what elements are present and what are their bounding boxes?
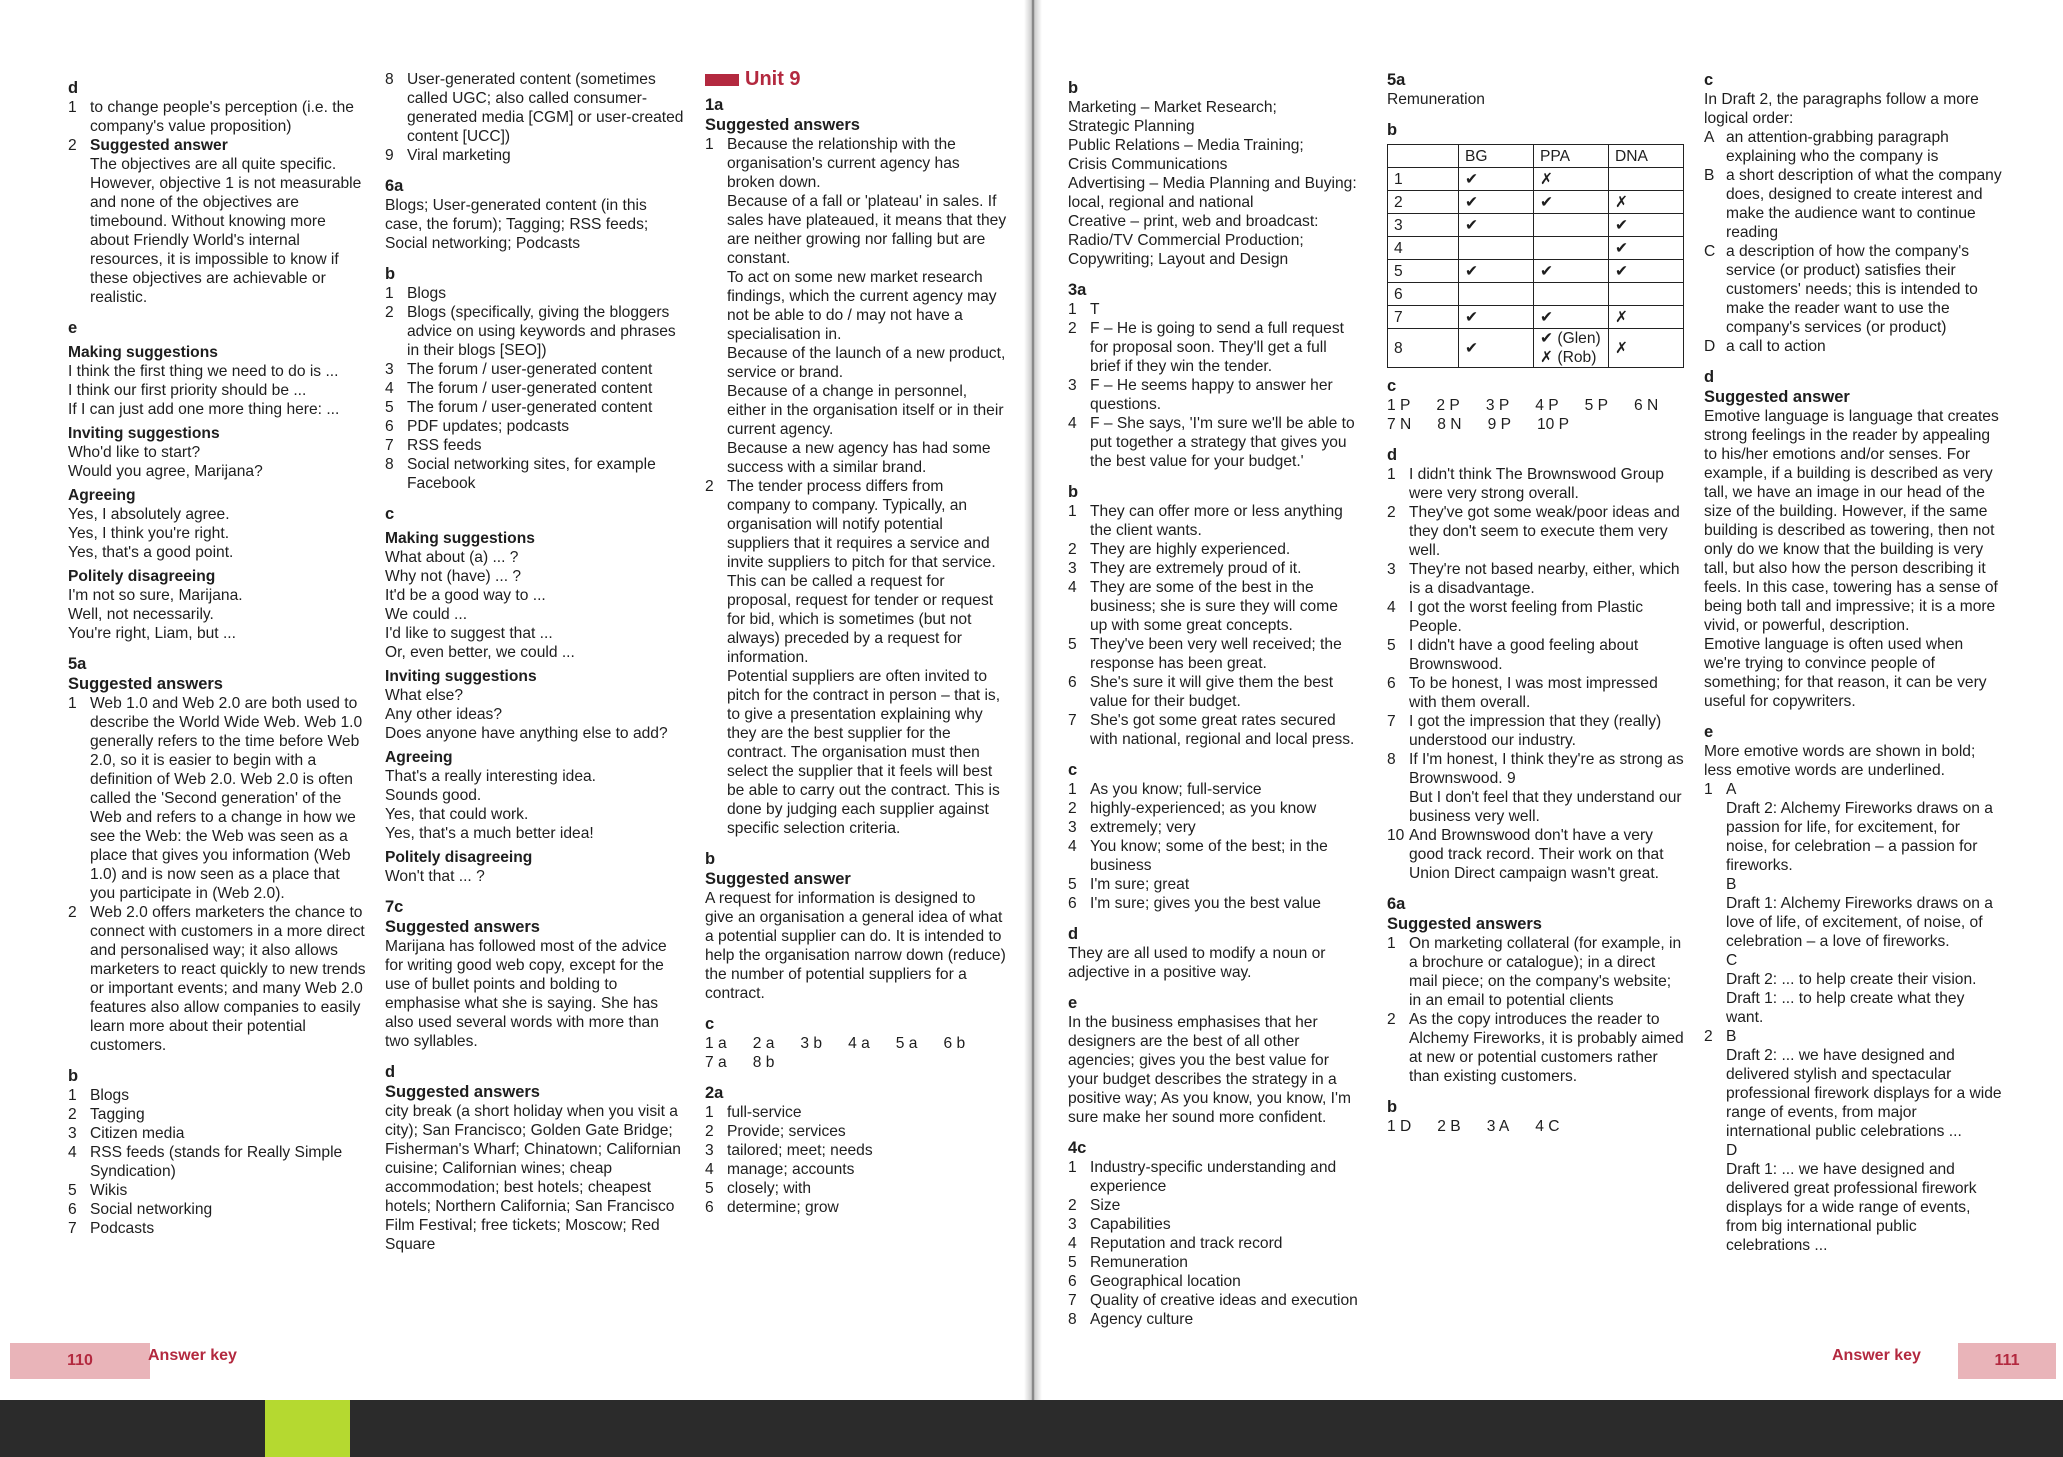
list-item: 2 They are highly experienced. — [1068, 541, 1291, 558]
page-number-left: 110 — [10, 1343, 150, 1379]
answer-code: 4 C — [1535, 1118, 1560, 1135]
letter: D — [1726, 1142, 1738, 1159]
list-item: 4 F – She says, 'I'm sure we'll be able to put together a strategy that gives you the best value for your budget.' — [1068, 415, 1355, 470]
table-row — [1388, 306, 1684, 329]
table-row — [1388, 191, 1684, 214]
answer-code: 4 P — [1535, 397, 1559, 414]
subheading: Agreeing — [68, 487, 136, 504]
phrase-list — [385, 548, 687, 662]
answer-codes — [705, 1034, 1007, 1072]
list-item: A an attention-grabbing paragraph explaining who the company is — [1704, 129, 1949, 165]
phrase: What about (a) ... ? — [385, 549, 519, 566]
phrase: I think our first priority should be ... — [68, 382, 307, 399]
list-item: 5 I'm sure; great — [1068, 876, 1190, 893]
list-item: 5 They've been very well received; the response has been great. — [1068, 636, 1342, 672]
phrase: Or, even better, we could ... — [385, 644, 575, 661]
answer-code: 3 P — [1485, 397, 1510, 414]
phrase: We could ... — [385, 606, 468, 623]
list-item: 6 She's sure it will give them the best value for their budget. — [1068, 674, 1334, 710]
list-item: 6 I'm sure; gives you the best value — [1068, 895, 1321, 912]
list-item: 6 PDF updates; podcasts — [385, 418, 570, 435]
answer-code: 8 N — [1437, 416, 1462, 433]
section-label: b — [385, 265, 396, 283]
list-item: 4 You know; some of the best; in the business — [1068, 838, 1328, 874]
table-cell: 1 — [1388, 168, 1459, 191]
section-label: 3a — [1068, 281, 1087, 299]
phrase: I'd like to suggest that ... — [385, 625, 553, 642]
paragraph: In the business emphasises that her designers are the best of all other agencies; gives you the best value for your budget describes the strategy in a positive way; As you know, you know, I'm sure make her sound more confident. — [1068, 1014, 1351, 1126]
table-row — [1388, 329, 1684, 368]
subheading: Politely disagreeing — [68, 568, 216, 585]
section-label: c — [1068, 761, 1078, 779]
phrase: You're right, Liam, but ... — [68, 625, 236, 642]
numbered-list — [1068, 780, 1358, 913]
left-column-3 — [705, 70, 1007, 1217]
list-item: 1 full-service — [705, 1104, 802, 1121]
phrase: What else? — [385, 687, 464, 704]
list-item: 2 highly-experienced; as you know — [1068, 800, 1317, 817]
paragraph: To act on some new market research findings, which the current agency may not be able to do / may not have a specialisation in. — [727, 269, 997, 343]
section-label: e — [1068, 994, 1078, 1012]
list-item: 7 I got the impression that they (really) understood our industry. — [1387, 713, 1662, 749]
letter: B — [1726, 876, 1737, 893]
phrase: Would you agree, Marijana? — [68, 463, 263, 480]
paragraph: Draft 2: ... to help create their vision. — [1726, 971, 1977, 988]
table-row — [1388, 283, 1684, 306]
table-cell: 5 — [1388, 260, 1459, 283]
table-cell — [1534, 214, 1609, 237]
phrase: If I can just add one more thing here: ... — [68, 401, 340, 418]
numbered-list — [385, 284, 687, 493]
list-item: 2 Web 2.0 offers marketers the chance to connect with customers in a more direct and personalised way; it also allows marketers to react quickly to new trends or important events; and many Web 2.0 features also allow companies to easily learn more about their potential customers. — [68, 904, 366, 1054]
table-cell: ✗ — [1609, 306, 1684, 329]
list-item: 3 Citizen media — [68, 1125, 185, 1142]
list-item: 1 They can offer more or less anything the client wants. — [1068, 503, 1343, 539]
table-cell — [1459, 237, 1534, 260]
answer-code: 2 P — [1436, 397, 1460, 414]
section-label: 2a — [705, 1084, 724, 1102]
phrase: Won't that ... ? — [385, 868, 485, 885]
paragraph: Remuneration — [1387, 91, 1485, 108]
table-header-cell — [1388, 145, 1459, 168]
answer-code: 5 P — [1584, 397, 1609, 414]
table-cell: ✔ — [1534, 191, 1609, 214]
subheading: Suggested answers — [385, 1083, 540, 1101]
answer-code: 1 P — [1387, 397, 1411, 414]
phrase: Advertising – Media Planning and Buying: local, regional and national — [1068, 175, 1357, 211]
phrase: Yes, that's a much better idea! — [385, 825, 594, 842]
section-label: b — [1387, 1098, 1398, 1116]
list-item: 1 Blogs — [68, 1087, 130, 1104]
table-cell: ✔ — [1459, 329, 1534, 368]
phrase: Creative – print, web and broadcast: Radio/TV Commercial Production; Copywriting; Layout and Design — [1068, 213, 1319, 268]
section-label: d — [1387, 446, 1398, 464]
subheading: Suggested answers — [1387, 915, 1542, 933]
list-item: 2 Size — [1068, 1197, 1121, 1214]
answer-code: 7 N — [1387, 416, 1412, 433]
paragraph: Because of a fall or 'plateau' in sales. If sales have plateaued, it means that they are neither growing nor falling but are constant. — [727, 193, 1007, 267]
numbered-list — [1068, 300, 1358, 471]
section-label: 5a — [68, 655, 87, 673]
subheading: Suggested answer — [705, 870, 851, 888]
table-cell: ✗ — [1609, 329, 1684, 368]
list-item: 3 They are extremely proud of it. — [1068, 560, 1302, 577]
section-label: 5a — [1387, 71, 1406, 89]
list-item: 5 Remuneration — [1068, 1254, 1188, 1271]
table-cell: 6 — [1388, 283, 1459, 306]
answer-code: 2 B — [1437, 1118, 1461, 1135]
phrase-list — [1068, 98, 1358, 269]
section-label: c — [1387, 377, 1397, 395]
section-label: c — [1704, 71, 1714, 89]
list-item: 2 Provide; services — [705, 1123, 846, 1140]
table-row — [1388, 214, 1684, 237]
list-item: 1 As you know; full-service — [1068, 781, 1262, 798]
lettered-list — [1704, 128, 2004, 356]
right-column-1 — [1068, 78, 1358, 1329]
paragraph: Draft 2: ... we have designed and delivered stylish and spectacular professional firework displays for a wide range of events, from major international public celebrations ... — [1726, 1047, 2002, 1140]
paragraph: They are all used to modify a noun or adjective in a positive way. — [1068, 945, 1326, 981]
list-item: 1 Blogs — [385, 285, 447, 302]
green-page-tab — [265, 1400, 350, 1457]
phrase: Sounds good. — [385, 787, 482, 804]
table-cell: ✔ — [1459, 191, 1534, 214]
table-cell — [1459, 283, 1534, 306]
phrase: I'm not so sure, Marijana. — [68, 587, 243, 604]
table-header-cell: DNA — [1609, 145, 1684, 168]
list-item: 2 The tender process differs from company to company. Typically, an organisation will notify potential suppliers that it requires a service and invite suppliers to pitch for that service. This can be called a request for proposal, request for tender or request for bid, which is sometimes (but not always) preceded by a request for information. Potential suppliers are often invited to pitch for the contract in person – that is, to give a presentation explaining why they are the best supplier for the contract. The organisation must then select the supplier that it feels will best be able to carry out the contract. This is done by judging each supplier against specific selection criteria. — [705, 477, 1007, 838]
list-item: 2 F – He is going to send a full request for proposal soon. They'll get a full brief if they win the tender. — [1068, 320, 1344, 375]
table-cell: ✔ — [1534, 306, 1609, 329]
phrase: Public Relations – Media Training; — [1068, 137, 1304, 154]
table-cell: 8 — [1388, 329, 1459, 368]
table-cell: ✔ — [1459, 260, 1534, 283]
section-label: e — [1704, 723, 1714, 741]
list-item: 2 Blogs (specifically, giving the bloggers advice on using keywords and phrases in their blogs [SEO]) — [385, 304, 676, 359]
list-item: 6 Social networking — [68, 1201, 213, 1218]
paragraph: Blogs; User-generated content (in this case, the forum); Tagging; RSS feeds; Social networking; Podcasts — [385, 197, 649, 252]
section-label: 7c — [385, 898, 404, 916]
subheading: Making suggestions — [385, 530, 535, 547]
right-column-3 — [1704, 70, 2004, 1255]
numbered-list — [1387, 934, 1687, 1086]
list-item: 1 Web 1.0 and Web 2.0 are both used to describe the World Wide Web. Web 1.0 generally refers to the time before Web 2.0, so it is easier to begin with a definition of Web 2.0. Web 2.0 is often called the 'Second generation' of the Web and refers to a change in how we see the Web: the Web was seen as a place that gives you information (Web 1.0) and is now seen as a place that you participate in (Web 2.0). — [68, 695, 363, 902]
list-item: 5 closely; with — [705, 1180, 812, 1197]
phrase: Yes, that could work. — [385, 806, 529, 823]
section-label: d — [385, 1063, 396, 1081]
table-cell: ✔ — [1609, 214, 1684, 237]
answer-code: 6 b — [943, 1035, 966, 1052]
numbered-list — [1068, 502, 1358, 749]
list-item: 7 Quality of creative ideas and execution — [1068, 1292, 1358, 1309]
answer-code: 10 P — [1536, 416, 1570, 433]
unit-heading: Unit 9 — [705, 70, 1007, 89]
phrase: Yes, I absolutely agree. — [68, 506, 230, 523]
phrase: Well, not necessarily. — [68, 606, 214, 623]
phrase: Any other ideas? — [385, 706, 503, 723]
paragraph: Draft 1: ... to help create what they want. — [1726, 990, 1965, 1026]
results-table — [1387, 144, 1684, 368]
list-item: 10 And Brownswood don't have a very good track record. Their work on that Union Direct campaign wasn't great. — [1387, 827, 1664, 882]
list-item: 8 Agency culture — [1068, 1311, 1194, 1328]
list-item: 6 To be honest, I was most impressed with them overall. — [1387, 675, 1658, 711]
table-header-cell: PPA — [1534, 145, 1609, 168]
table-cell — [1609, 283, 1684, 306]
paragraph: The tender process differs from company to company. Typically, an organisation will notify potential suppliers that it requires a service and invite suppliers to pitch for that service. This can be called a request for proposal, request for tender or request for bid, which is sometimes (but not always) preceded by a request for information. — [727, 478, 996, 666]
table-cell — [1534, 283, 1609, 306]
paragraph: More emotive words are shown in bold; less emotive words are underlined. — [1704, 743, 1976, 779]
table-cell: ✔ — [1534, 260, 1609, 283]
answer-code: 9 P — [1487, 416, 1511, 433]
list-item: D a call to action — [1704, 338, 1826, 355]
table-header-cell: BG — [1459, 145, 1534, 168]
list-item: 7 RSS feeds — [385, 437, 482, 454]
list-item: 7 She's got some great rates secured with national, regional and local press. — [1068, 712, 1355, 748]
paragraph: Draft 1: Alchemy Fireworks draws on a love of life, of excitement, of noise, of celebration – a love of fireworks. — [1726, 895, 1993, 950]
subheading: Inviting suggestions — [385, 668, 537, 685]
subheading: Suggested answers — [385, 918, 540, 936]
table-header-row — [1388, 145, 1684, 168]
section-label: d — [1704, 368, 1715, 386]
footer-label-left: Answer key — [148, 1347, 237, 1364]
phrase: Why not (have) ... ? — [385, 568, 522, 585]
paragraph: Because of a change in personnel, either in the organisation itself or in their current agency. — [727, 383, 1004, 438]
list-item: 4 manage; accounts — [705, 1161, 855, 1178]
table-cell — [1534, 237, 1609, 260]
list-item: 3 F – He seems happy to answer her questions. — [1068, 377, 1333, 413]
table-cell: ✗ — [1609, 191, 1684, 214]
list-item: 1 Industry-specific understanding and experience — [1068, 1159, 1337, 1195]
answer-code: 3 b — [800, 1035, 823, 1052]
table-row — [1388, 168, 1684, 191]
phrase: Yes, I think you're right. — [68, 525, 230, 542]
list-item: B a short description of what the company does, designed to create interest and make the audience want to continue reading — [1704, 167, 2002, 241]
list-item: 4 Reputation and track record — [1068, 1235, 1283, 1252]
list-item: 4 They are some of the best in the business; she is sure they will come up with some great concepts. — [1068, 579, 1338, 634]
numbered-list — [1387, 465, 1687, 883]
phrase: It'd be a good way to ... — [385, 587, 546, 604]
paragraph: Draft 2: Alchemy Fireworks draws on a passion for life, for excitement, for noise, for celebration – a passion for fireworks. — [1726, 800, 1993, 874]
paragraph: Because of the launch of a new product, service or brand. — [727, 345, 1006, 381]
paragraph: Because the relationship with the organisation's current agency has broken down. — [727, 136, 960, 191]
section-label: c — [705, 1015, 715, 1033]
table-cell: 7 — [1388, 306, 1459, 329]
phrase: That's a really interesting idea. — [385, 768, 597, 785]
table-row — [1388, 237, 1684, 260]
paragraph: In Draft 2, the paragraphs follow a more logical order: — [1704, 91, 1979, 127]
list-item: 2 They've got some weak/poor ideas and they don't seem to execute them very well. — [1387, 504, 1680, 559]
list-item: 4 I got the worst feeling from Plastic People. — [1387, 599, 1644, 635]
phrase-list — [385, 767, 687, 843]
list-item: 1 I didn't think The Brownswood Group were very strong overall. — [1387, 466, 1664, 502]
phrase: Who'd like to start? — [68, 444, 201, 461]
list-item: 3 They're not based nearby, either, which is a disadvantage. — [1387, 561, 1680, 597]
list-item: 1 Because the relationship with the organisation's current agency has broken down. Because of a fall or 'plateau' in sales. If sales have plateaued, it means that they are neither growing nor falling but are constant. To act on some new market research findings, which the current agency may not be able to do / may not have a specialisation in. Because of the launch of a new product, service or brand. Because of a change in personnel, either in the organisation itself or in their current agency. Because a new agency has had some success with a similar brand. — [705, 136, 1007, 476]
answer-code: 8 b — [752, 1054, 775, 1071]
answer-code: 2 a — [752, 1035, 775, 1052]
list-item: But I don't feel that they understand our business very well. — [1409, 789, 1682, 825]
section-label: 6a — [1387, 895, 1406, 913]
list-item: 1 A — [1704, 781, 1737, 798]
list-item: 3 Capabilities — [1068, 1216, 1171, 1233]
section-label: 6a — [385, 177, 404, 195]
subheading: Suggested answers — [68, 675, 223, 693]
answer-code: 1 a — [705, 1035, 727, 1052]
phrase: Does anyone have anything else to add? — [385, 725, 668, 742]
paragraph: Potential suppliers are often invited to pitch for the contract in person – that is, to give a presentation explaining why they are the best supplier for the contract. The organisation must then select the supplier that it feels will best be able to carry out the contract. This is done by judging each supplier against specific selection criteria. — [727, 668, 1001, 837]
table-cell: ✔ — [1459, 306, 1534, 329]
unit-bar — [705, 74, 739, 86]
answer-code: 5 a — [895, 1035, 918, 1052]
table-cell: ✔ — [1609, 237, 1684, 260]
phrase: Strategic Planning — [1068, 118, 1195, 135]
phrase: Marketing – Market Research; — [1068, 99, 1277, 116]
subheading: Making suggestions — [68, 344, 218, 361]
table-cell: 2 — [1388, 191, 1459, 214]
table-cell: ✔ (Glen) ✗ (Rob) — [1534, 329, 1609, 368]
section-label: 1a — [705, 96, 724, 114]
list-item: 1 On marketing collateral (for example, in a brochure or catalogue); in a direct mail piece; on the company's website; in an email to potential clients — [1387, 935, 1682, 1009]
book-gutter — [1024, 0, 1042, 1400]
list-item: 1 T — [1068, 301, 1100, 318]
subheading: Suggested answers — [705, 116, 860, 134]
numbered-list — [705, 1103, 1007, 1217]
table-cell: 4 — [1388, 237, 1459, 260]
list-item: 6 Geographical location — [1068, 1273, 1241, 1290]
paragraph: Emotive language is language that creates strong feelings in the reader by appealing to his/her emotions and/or senses. For example, if a building is described as very tall, we have an image in our head of the size of the building. However, if the same building is described as towering, then not only do we know that the building is very tall, but also how the person describing it feels. In this case, towering has a sense of being both tall and impressive; it is a more vivid, or powerful, description. — [1704, 408, 1999, 634]
section-label: e — [68, 319, 78, 337]
list-item: 8 Social networking sites, for example Facebook — [385, 456, 656, 492]
table-cell: ✔ — [1459, 214, 1534, 237]
phrase: Yes, that's a good point. — [68, 544, 234, 561]
paragraph: Marijana has followed most of the advice for writing good web copy, except for the use of bullet points and bolding to emphasise what she is saying. She has also used several words with more than two syllables. — [385, 938, 667, 1050]
list-item: 2 Suggested answer The objectives are all quite specific. However, objective 1 is not measurable and none of the objectives are timebound. Without knowing more about Friendly World's internal resources, it is impossible to know if these objectives are achievable or realistic. — [68, 137, 362, 306]
section-label: b — [705, 850, 716, 868]
list-item: 5 I didn't have a good feeling about Brownswood. — [1387, 637, 1639, 673]
list-item: 9 Viral marketing — [385, 147, 511, 164]
list-item: 2 As the copy introduces the reader to Alchemy Fireworks, it is probably aimed at new or potential customers rather than existing customers. — [1387, 1011, 1684, 1085]
section-label: d — [68, 79, 79, 97]
subheading: Agreeing — [385, 749, 453, 766]
list-item: 8 If I'm honest, I think they're as strong as Brownswood. 9 — [1387, 751, 1684, 787]
paragraph: Emotive language is often used when we're trying to convince people of something; for that reason, it can be very useful for copywriters. — [1704, 636, 1987, 710]
list-item: 3 The forum / user-generated content — [385, 361, 653, 378]
list-item: 4 The forum / user-generated content — [385, 380, 653, 397]
list-item: 2 Tagging — [68, 1106, 145, 1123]
page-number-right: 111 — [1958, 1343, 2056, 1379]
list-item: C a description of how the company's service (or product) satisfies their customers' needs; this is intended to make the reader want to use the company's services (or product) — [1704, 243, 1978, 336]
section-label: 4c — [1068, 1139, 1087, 1157]
answer-code: 7 a — [705, 1054, 727, 1071]
list-item: 5 Wikis — [68, 1182, 128, 1199]
paragraph: Because a new agency has had some success with a similar brand. — [727, 440, 991, 476]
footer-label-right: Answer key — [1832, 1347, 1921, 1364]
list-item: 2 B — [1704, 1028, 1737, 1045]
subheading: Politely disagreeing — [385, 849, 533, 866]
left-column-1 — [68, 78, 366, 1238]
table-cell: ✔ — [1609, 260, 1684, 283]
subheading: Suggested answer — [90, 137, 228, 154]
letter: C — [1726, 952, 1738, 969]
list-item: 3 extremely; very — [1068, 819, 1196, 836]
answer-code: 3 A — [1486, 1118, 1510, 1135]
list-item: 1 to change people's perception (i.e. the company's value proposition) — [68, 99, 354, 135]
list-item: 4 RSS feeds (stands for Really Simple Syndication) — [68, 1144, 343, 1180]
table-cell: ✔ — [1459, 168, 1534, 191]
table-cell — [1609, 168, 1684, 191]
list-item: 3 tailored; meet; needs — [705, 1142, 873, 1159]
section-label: b — [1387, 121, 1398, 139]
phrase-list — [385, 686, 687, 743]
section-label: d — [1068, 925, 1079, 943]
section-label: b — [68, 1067, 79, 1085]
section-label: b — [1068, 483, 1079, 501]
answer-codes — [1387, 1117, 1687, 1136]
left-column-2 — [385, 70, 687, 1254]
list-item: 6 determine; grow — [705, 1199, 839, 1216]
subheading: Suggested answer — [1704, 388, 1850, 406]
list-item: 7 Podcasts — [68, 1220, 155, 1237]
answer-code: 1 D — [1387, 1118, 1412, 1135]
paragraph: A request for information is designed to give an organisation a general idea of what a potential supplier can do. It is intended to help the organisation narrow down (reduce) the number of potential suppliers for a contract. — [705, 890, 1006, 1002]
numbered-list — [68, 1086, 366, 1238]
list-item: 5 The forum / user-generated content — [385, 399, 653, 416]
phrase: I think the first thing we need to do is ... — [68, 363, 339, 380]
list-item: 8 User-generated content (sometimes called UGC; also called consumer-generated media [CGM] or user-created content [UCC]) — [385, 71, 684, 145]
table-cell: ✗ — [1534, 168, 1609, 191]
numbered-list — [1068, 1158, 1358, 1329]
paragraph: Draft 1: ... we have designed and delivered great professional firework displays for a wide range of events, from big international public celebrations ... — [1726, 1161, 1977, 1254]
section-label: c — [385, 505, 395, 523]
phrase: Crisis Communications — [1068, 156, 1228, 173]
paragraph: city break (a short holiday when you visit a city); San Francisco; Golden Gate Bridge; Fisherman's Wharf; Chinatown; Californian cuisine; Californian wines; cheap accommodation; best hotels; cheapest hotels; Northern California; San Francisco Film Festival; free tickets; Moscow; Red Square — [385, 1103, 681, 1253]
subheading: Inviting suggestions — [68, 425, 220, 442]
table-cell: 3 — [1388, 214, 1459, 237]
phrase-list — [385, 867, 687, 886]
table-row — [1388, 260, 1684, 283]
right-column-2 — [1387, 70, 1687, 1136]
answer-code: 4 a — [848, 1035, 870, 1052]
section-label: b — [1068, 79, 1079, 97]
answer-code: 6 N — [1634, 397, 1659, 414]
answer-codes — [1387, 396, 1687, 434]
